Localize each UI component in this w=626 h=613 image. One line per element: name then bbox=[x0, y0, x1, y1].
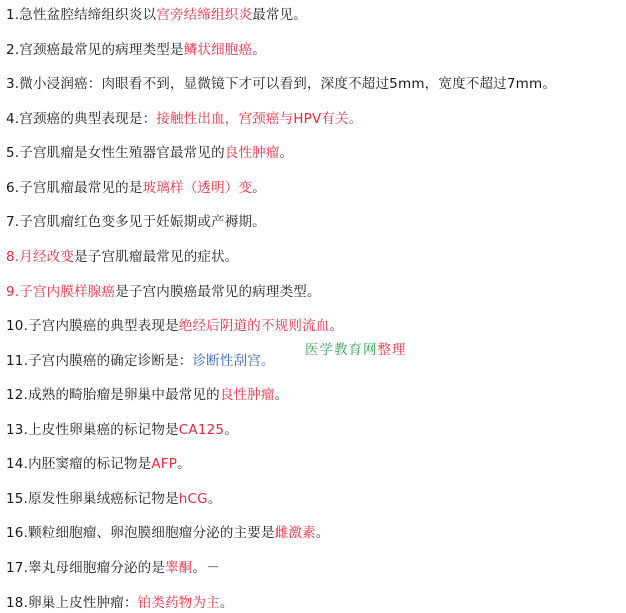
text-segment: 接触性出血，宫颈癌与HPV有关。 bbox=[156, 110, 363, 127]
text-segment: 。 bbox=[279, 145, 294, 162]
text-segment: 。 bbox=[219, 594, 234, 611]
text-segment: 6.子宫肌瘤最常见的是 bbox=[6, 179, 143, 196]
text-segment: 15.原发性卵巢绒癌标记物是 bbox=[6, 490, 179, 507]
text-line bbox=[6, 421, 616, 441]
text-line bbox=[6, 386, 616, 406]
text-segment: 7.子宫肌瘤红色变多见于妊娠期或产褥期。 bbox=[6, 214, 266, 231]
text-segment: 月经改变 bbox=[19, 248, 75, 265]
text-segment: 12.成熟的畸胎瘤是卵巢中最常见的 bbox=[6, 387, 220, 404]
text-segment: 是子宫肌瘤最常见的症状。 bbox=[74, 248, 239, 265]
text-segment: 。 bbox=[315, 525, 330, 542]
text-segment: 良性肿瘤 bbox=[224, 145, 280, 162]
text-segment: 最常见。 bbox=[252, 7, 307, 23]
text-segment: 诊断性刮宫。 bbox=[192, 352, 275, 369]
text-segment: CA125 bbox=[178, 421, 225, 438]
text-line bbox=[6, 41, 616, 61]
text-segment: 3.微小浸润癌：肉眼看不到，显微镜下才可以看到，深度不超过5mm，宽度不超过7mm。 bbox=[6, 76, 557, 93]
watermark bbox=[305, 338, 407, 358]
text-segment: 16.颗粒细胞瘤、卵泡膜细胞瘤分泌的主要是 bbox=[6, 525, 275, 542]
text-segment: 9. bbox=[6, 283, 20, 300]
text-segment: 2.宫颈癌最常见的病理类型是 bbox=[6, 41, 184, 58]
text-line bbox=[6, 455, 616, 475]
text-line bbox=[6, 213, 616, 233]
text-segment: 18.卵巢上皮性肿瘤： bbox=[6, 594, 138, 611]
text-segment: 是子宫内膜癌最常见的病理类型。 bbox=[115, 283, 321, 300]
text-line bbox=[6, 110, 616, 130]
text-segment: 铂类药物为主 bbox=[137, 594, 220, 611]
text-line bbox=[6, 6, 616, 26]
text-line bbox=[6, 524, 616, 544]
text-segment: 。 bbox=[329, 318, 344, 335]
text-segment: 。 bbox=[274, 387, 289, 404]
text-line bbox=[6, 75, 616, 95]
text-segment: 11.子宫内膜癌的确定诊断是： bbox=[6, 352, 193, 369]
text-line bbox=[6, 144, 616, 164]
text-segment: AFP bbox=[151, 456, 178, 473]
text-line bbox=[6, 248, 616, 268]
text-segment: 1.急性盆腔结缔组织炎以 bbox=[6, 7, 157, 23]
text-line bbox=[6, 490, 616, 510]
text-line bbox=[6, 283, 616, 303]
text-segment: hCG bbox=[178, 490, 208, 507]
text-line bbox=[6, 559, 616, 579]
text-segment: 玻璃样（透明）变 bbox=[142, 179, 253, 196]
text-segment: 。 bbox=[207, 490, 222, 507]
text-segment: 良性肿瘤 bbox=[219, 387, 275, 404]
text-line bbox=[6, 179, 616, 199]
text-segment: 宫旁结缔组织炎 bbox=[156, 7, 253, 23]
text-segment: 5.子宫肌瘤是女性生殖器官最常见的 bbox=[6, 145, 225, 162]
text-segment: 雌激素 bbox=[274, 525, 316, 542]
text-segment: 。 bbox=[177, 456, 191, 473]
text-segment: 绝经后阴道的不规则流血 bbox=[178, 318, 330, 335]
text-segment: 8. bbox=[6, 248, 20, 265]
text-line bbox=[6, 317, 616, 337]
watermark-site-name: 医学教育网 bbox=[305, 342, 378, 358]
text-segment: 。－ bbox=[192, 560, 220, 576]
text-segment: 。 bbox=[224, 421, 238, 438]
text-segment: 子宫内膜样腺癌 bbox=[19, 283, 116, 300]
text-segment: 10.子宫内膜癌的典型表现是 bbox=[6, 318, 179, 335]
watermark-suffix: 整理 bbox=[377, 342, 407, 358]
text-segment: 。 bbox=[252, 179, 266, 196]
text-segment: 4.宫颈癌的典型表现是： bbox=[6, 110, 157, 127]
text-segment: 13.上皮性卵巢癌的标记物是 bbox=[6, 421, 179, 438]
text-segment: 14.内胚窦瘤的标记物是 bbox=[6, 456, 152, 473]
text-segment: 鳞状细胞癌 bbox=[183, 41, 253, 58]
text-segment: 17.睾丸母细胞瘤分泌的是 bbox=[6, 560, 166, 576]
text-segment: 。 bbox=[252, 41, 266, 58]
text-segment: 睾酮 bbox=[165, 560, 193, 576]
text-line bbox=[6, 594, 616, 613]
